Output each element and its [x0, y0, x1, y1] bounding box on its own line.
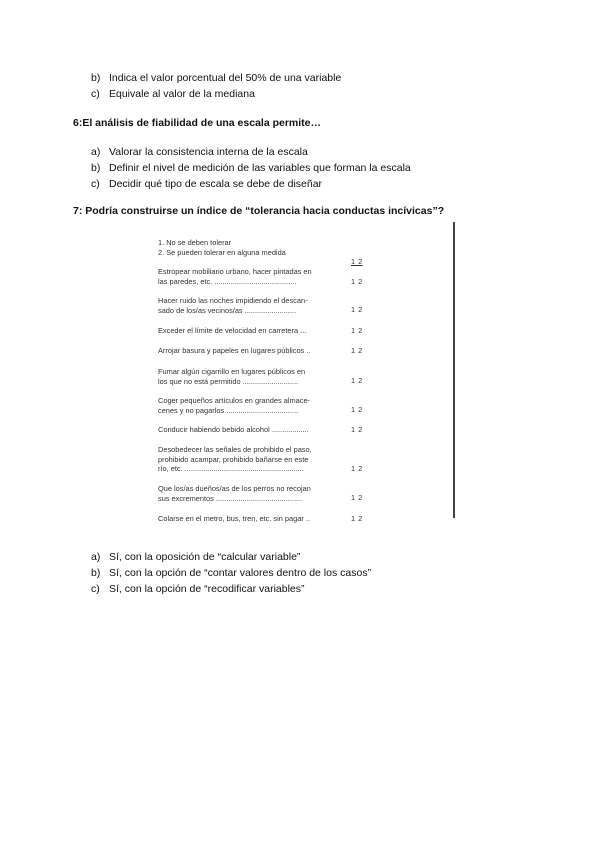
- scale-item: Arrojar basura y papeles en lugares públicos ..: [158, 346, 311, 355]
- scale-item-values: 1 2: [351, 425, 363, 434]
- option-marker: b): [91, 72, 101, 84]
- option-marker: c): [91, 583, 100, 595]
- scale-item-values: 1 2: [351, 464, 363, 473]
- figure-legend-1: 1. No se deben tolerar: [158, 238, 232, 247]
- option-marker: b): [91, 567, 101, 579]
- scale-item-values: 1 2: [351, 305, 363, 314]
- scale-item-values: 1 2: [351, 277, 363, 286]
- scale-item: Exceder el límite de velocidad en carretera ...: [158, 326, 307, 335]
- option-marker: a): [91, 146, 101, 158]
- option-text: Indica el valor porcentual del 50% de una variable: [109, 72, 342, 84]
- scale-item: Que los/as dueños/as de los perros no recojan sus excrementos ..........................................: [158, 484, 311, 503]
- scale-item-values: 1 2: [351, 326, 363, 335]
- scale-item: Colarse en el metro, bus, tren, etc. sin pagar ..: [158, 514, 310, 523]
- scale-item: Desobedecer las señales de prohibido el paso, prohibido acampar, prohibido bañarse en este río, etc. ..........................................................: [158, 445, 312, 473]
- option-b: [91, 71, 341, 85]
- option-text: Definir el nivel de medición de las variables que forman la escala: [109, 162, 411, 174]
- figure-column-header: 1 2: [351, 257, 363, 266]
- scale-item-values: 1 2: [351, 493, 363, 502]
- option-marker: b): [91, 162, 101, 174]
- question-6-title: 6:El análisis de fiabilidad de una escala permite…: [73, 117, 322, 129]
- scale-item-values: 1 2: [351, 376, 363, 385]
- option-c: [91, 87, 255, 101]
- scale-item: Coger pequeños artículos en grandes almace- cenes y no pagarlos ...................................: [158, 396, 311, 415]
- scale-item: Conducir habiendo bebido alcohol ..................: [158, 425, 309, 434]
- scale-figure: [150, 220, 460, 523]
- q6-option-a: [91, 145, 308, 159]
- option-text: Sí, con la opción de “recodificar variables”: [109, 583, 305, 595]
- figure-legend-2: 2. Se pueden tolerar en alguna medida: [158, 248, 286, 257]
- option-marker: c): [91, 178, 100, 190]
- scale-item-values: 1 2: [351, 514, 363, 523]
- q7-option-b: [91, 566, 371, 580]
- question-7-title: 7: Podría construirse un índice de “tolerancia hacia conductas incívicas”?: [73, 205, 445, 217]
- option-text: Sí, con la opción de “contar valores dentro de los casos”: [109, 567, 372, 579]
- q7-option-a: [91, 550, 300, 564]
- q7-option-c: [91, 582, 305, 596]
- q6-option-b: [91, 161, 411, 175]
- option-text: Sí, con la oposición de “calcular variable”: [109, 551, 301, 563]
- option-marker: c): [91, 88, 100, 100]
- scale-item: Estropear mobiliario urbano, hacer pintadas en las paredes, etc. ........................................: [158, 267, 312, 286]
- option-text: Equivale al valor de la mediana: [109, 88, 255, 100]
- option-marker: a): [91, 551, 101, 563]
- option-text: Valorar la consistencia interna de la escala: [109, 146, 308, 158]
- scale-item: Fumar algún cigarrillo en lugares públicos en los que no está permitido ...........................: [158, 367, 306, 386]
- scale-item-values: 1 2: [351, 405, 363, 414]
- scale-item-values: 1 2: [351, 346, 363, 355]
- figure-border-line: [453, 222, 455, 518]
- q6-option-c: [91, 177, 322, 191]
- option-text: Decidir qué tipo de escala se debe de diseñar: [109, 178, 323, 190]
- scale-item: Hacer ruido las noches impidiendo el descan- sado de los/as vecinos/as .........................: [158, 296, 308, 315]
